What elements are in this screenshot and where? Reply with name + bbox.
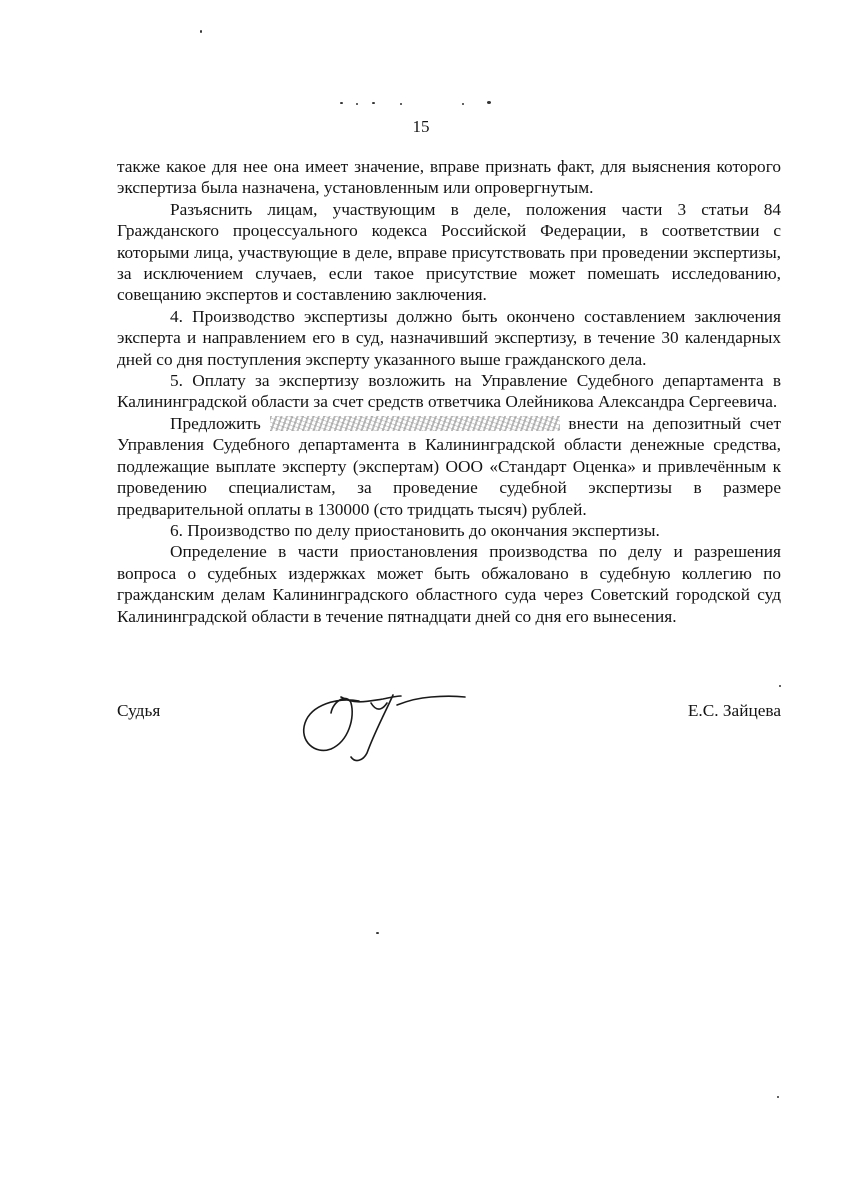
paragraph-item-6: 6. Производство по делу приостановить до окончания экспертизы.: [170, 520, 660, 540]
handwritten-signature: [297, 683, 472, 763]
paragraph-item-5: 5. Оплату за экспертизу возложить на Управление Судебного департамента в Калининградской области за счет средств ответчика Олейникова Александра Сергеевича.: [117, 371, 781, 412]
payment-rest: внести на депозитный счет Управления Судебного департамента в Калининградской области денежные средства, подлежащие выплате эксперту (экспертам) ООО «Стандарт Оценка» и привлечённым к проведению специалистам, за проведение судебной экспертизы в размере предварительной оплаты в 130000 (сто тридцать тысяч) рублей.: [117, 413, 781, 519]
scan-speck: [356, 103, 358, 105]
payment-lead: Предложить: [170, 413, 261, 433]
paragraph-item-4: 4. Производство экспертизы должно быть окончено составлением заключения эксперта и направлением его в суд, назначивший экспертизу, в течение 30 календарных дней со дня поступления эксперту указанного выше гражданского дела.: [117, 306, 781, 369]
scan-speck: [779, 685, 781, 687]
scan-speck: [376, 932, 379, 934]
scan-speck: [487, 101, 491, 104]
page-number: 15: [412, 117, 430, 136]
judge-name: Е.С. Зайцева: [687, 701, 781, 720]
redacted-name: [270, 416, 560, 431]
paragraph-continuation: также какое для нее она имеет значение, вправе признать факт, для выяснения которого экспертиза была назначена, установленным или опровергнутым.: [117, 157, 781, 198]
scan-speck: [340, 102, 343, 104]
scan-speck: [777, 1096, 779, 1098]
document-body: [117, 156, 781, 627]
scan-speck: [372, 102, 375, 104]
paragraph-explanation: Разъяснить лицам, участвующим в деле, положения части 3 статьи 84 Гражданского процессуального кодекса Российской Федерации, в соответствии с которыми лица, участвующие в деле, вправе присутствовать при проведении экспертизы, за исключением случаев, если такое присутствие может помешать исследованию, совещанию экспертов и составлению заключения.: [117, 199, 781, 305]
scan-speck: [400, 103, 402, 105]
paragraph-payment: [117, 413, 781, 520]
paragraph-appeal: Определение в части приостановления производства по делу и разрешения вопроса о судебных издержках может быть обжаловано в судебную коллегию по гражданским делам Калининградского областного суда через Советский городской суд Калининградской области в течение пятнадцати дней со дня его вынесения.: [117, 542, 781, 626]
scan-speck: [462, 103, 464, 105]
scan-speck: [200, 30, 202, 33]
judge-label: Судья: [117, 701, 161, 720]
